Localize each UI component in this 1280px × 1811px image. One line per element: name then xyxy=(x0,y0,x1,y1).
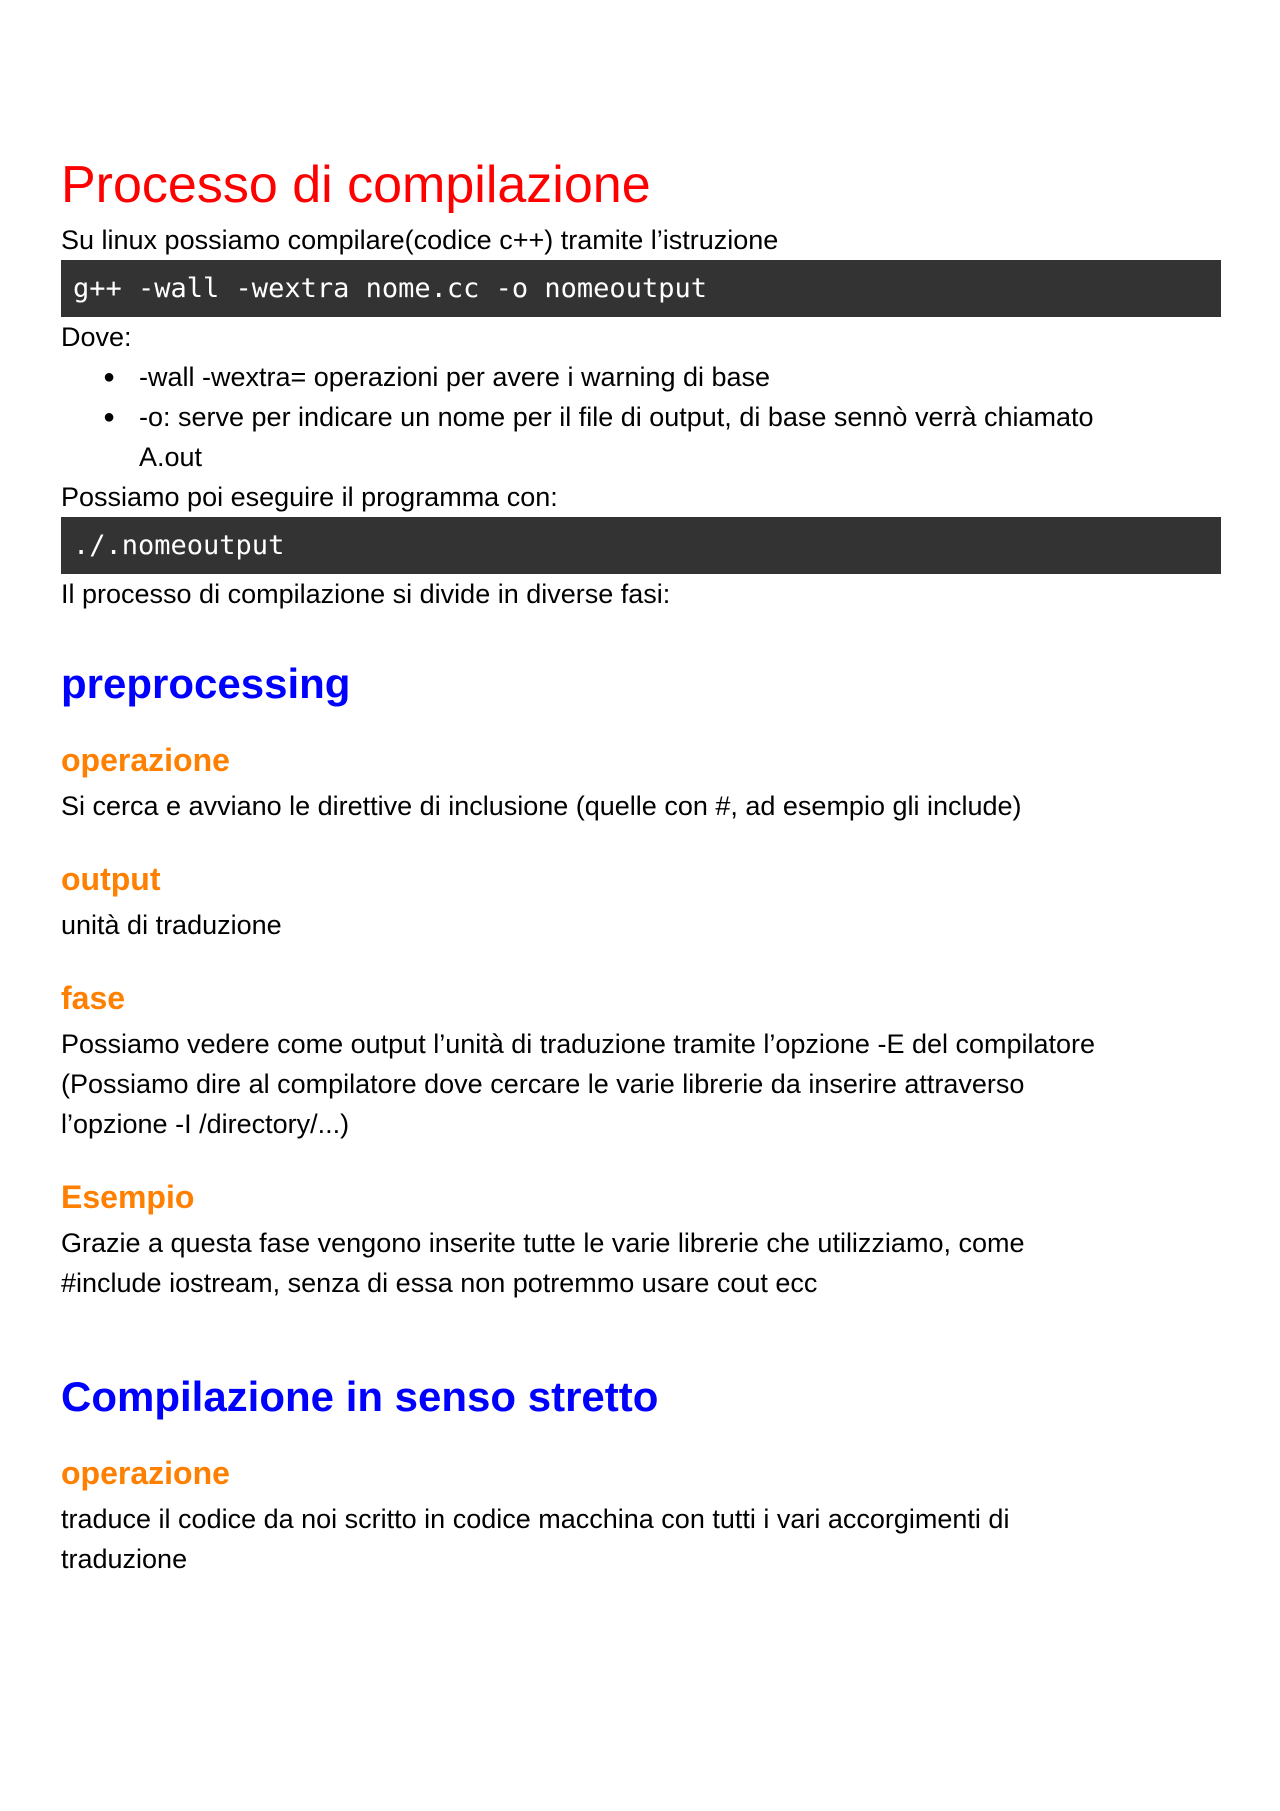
subheading-operazione: operazione xyxy=(61,742,230,778)
run-intro-text: Possiamo poi eseguire il programma con: xyxy=(61,482,558,512)
intro-text: Su linux possiamo compilare(codice c++) tramite l’istruzione xyxy=(61,225,779,255)
paragraph-line: traduzione xyxy=(61,1544,188,1574)
dove-label: Dove: xyxy=(61,322,132,352)
list-item-text: -wall -wextra= operazioni per avere i warning di base xyxy=(139,362,771,392)
list-item xyxy=(61,397,1221,477)
paragraph-line: l’opzione -I /directory/...) xyxy=(61,1109,350,1139)
subheading-fase: fase xyxy=(61,980,126,1016)
list-item-text-continued: A.out xyxy=(139,442,203,472)
subheading-output: output xyxy=(61,861,161,897)
document-page xyxy=(61,150,1221,1579)
code-block-compile: g++ -wall -wextra nome.cc -o nomeoutput xyxy=(61,260,1221,317)
paragraph-line: (Possiamo dire al compilatore dove cercare le varie librerie da inserire attraverso xyxy=(61,1069,1025,1099)
paragraph-line: #include iostream, senza di essa non potremmo usare cout ecc xyxy=(61,1268,818,1298)
bullet-icon: ● xyxy=(103,366,116,388)
paragraph-line: Si cerca e avviano le direttive di inclusione (quelle con #, ad esempio gli include) xyxy=(61,791,1022,821)
section-heading-preprocessing: preprocessing xyxy=(61,660,351,707)
code-block-run: ./.nomeoutput xyxy=(61,517,1221,574)
subheading-operazione: operazione xyxy=(61,1455,230,1491)
paragraph-line: Possiamo vedere come output l’unità di traduzione tramite l’opzione -E del compilatore xyxy=(61,1029,1096,1059)
options-list xyxy=(61,357,1221,477)
list-item xyxy=(61,357,1221,397)
list-item-text: -o: serve per indicare un nome per il file di output, di base sennò verrà chiamato xyxy=(139,402,1094,432)
subheading-esempio: Esempio xyxy=(61,1179,195,1215)
section-heading-compilazione: Compilazione in senso stretto xyxy=(61,1373,659,1420)
phases-intro-text: Il processo di compilazione si divide in diverse fasi: xyxy=(61,579,671,609)
page-title: Processo di compilazione xyxy=(61,156,651,214)
paragraph-line: traduce il codice da noi scritto in codice macchina con tutti i vari accorgimenti di xyxy=(61,1504,1010,1534)
paragraph-line: unità di traduzione xyxy=(61,910,282,940)
paragraph-line: Grazie a questa fase vengono inserite tutte le varie librerie che utilizziamo, come xyxy=(61,1228,1025,1258)
bullet-icon: ● xyxy=(103,406,116,428)
